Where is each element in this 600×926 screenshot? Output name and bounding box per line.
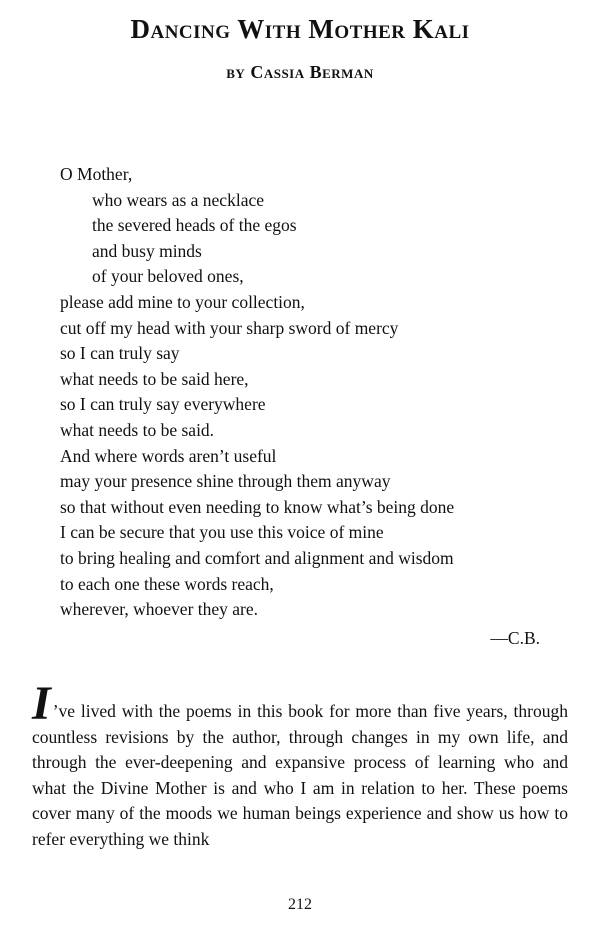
poem-line: so that without even needing to know what’s being done — [60, 496, 455, 517]
poem-line: of your beloved ones, — [92, 266, 244, 287]
poem-line: so I can truly say everywhere — [60, 394, 266, 415]
poem-line: may your presence shine through them anyway — [60, 471, 391, 492]
poem-signature: —C.B. — [490, 628, 540, 648]
poem-line: who wears as a necklace — [92, 189, 264, 210]
poem-line: O Mother, — [60, 164, 133, 184]
poem-line: to bring healing and comfort and alignment and wisdom — [60, 547, 454, 568]
prose-paragraph — [32, 677, 568, 853]
poem-line: what needs to be said here, — [60, 368, 249, 389]
poem-line: wherever, whoever they are. — [60, 599, 259, 620]
poem-line: to each one these words reach, — [60, 573, 274, 594]
poem-line: cut off my head with your sharp sword of mercy — [60, 317, 399, 338]
poem-line: And where words aren’t useful — [60, 445, 277, 466]
prose-text: ’ve lived with the poems in this book for more than five years, through countless revisions by the author, through changes in my own life, and through the ever-deepening and expansive process of learning who and what the Divine Mother is and who I am in relation to her. These poems cover many of the moods we human beings experience and show us how to refer everything we think — [32, 701, 568, 849]
drop-cap: I — [32, 677, 51, 730]
poem — [60, 162, 560, 623]
page-title: Dancing With Mother Kali — [130, 14, 470, 44]
author-byline: by Cassia Berman — [226, 62, 374, 82]
poem-line: so I can truly say — [60, 343, 180, 364]
poem-line: please add mine to your collection, — [60, 291, 305, 312]
poem-line: and busy minds — [92, 240, 202, 261]
page-number: 212 — [288, 896, 312, 913]
poem-line: the severed heads of the egos — [92, 215, 297, 236]
poem-line: what needs to be said. — [60, 419, 215, 440]
poem-line: I can be secure that you use this voice of mine — [60, 522, 384, 543]
